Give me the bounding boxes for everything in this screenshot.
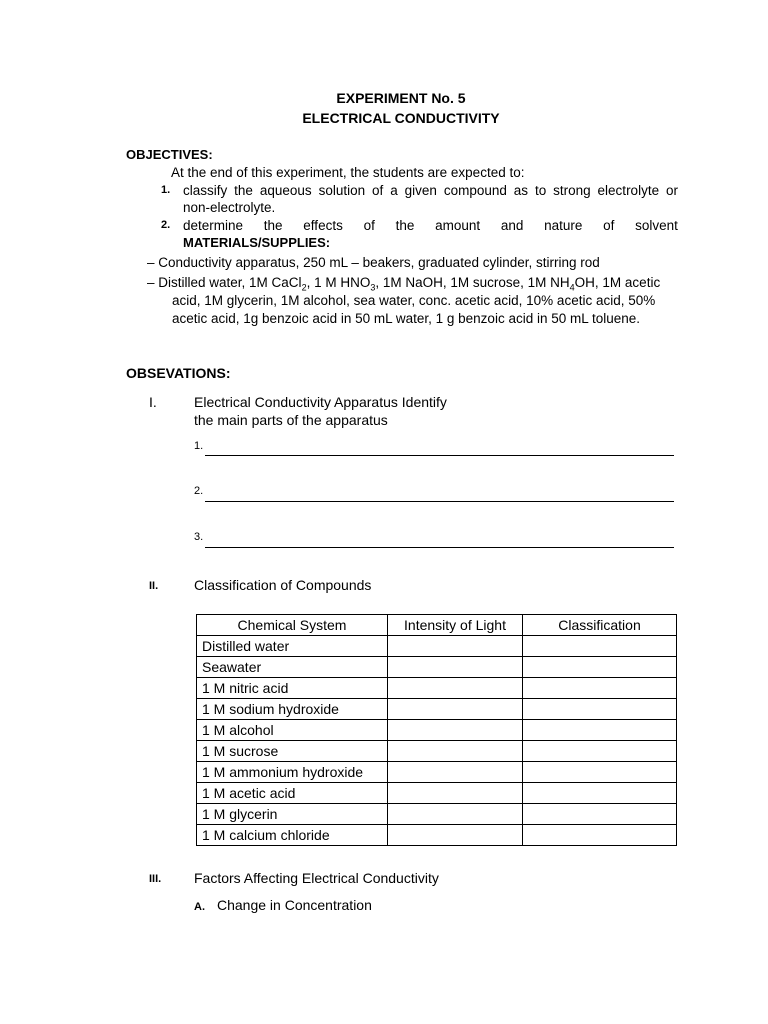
column-header-chemical-system: Chemical System <box>197 615 388 636</box>
subsection-heading: Change in Concentration <box>217 897 372 913</box>
table-row <box>197 720 677 741</box>
table-row <box>197 804 677 825</box>
part-1-heading: Electrical Conductivity Apparatus Identify <box>194 394 447 410</box>
subscript: 4 <box>569 282 575 293</box>
table-row <box>197 783 677 804</box>
classification-cell[interactable] <box>523 678 677 699</box>
chemical-system-cell: 1 M sodium hydroxide <box>197 699 388 720</box>
answer-line-2[interactable] <box>205 501 674 502</box>
intensity-of-light-cell[interactable] <box>388 678 523 699</box>
chemical-system-cell: 1 M nitric acid <box>197 678 388 699</box>
blank-number-3: 3. <box>194 531 204 543</box>
objective-word: the <box>234 183 253 198</box>
subscript: 2 <box>301 282 307 293</box>
objectives-heading: OBJECTIVES: <box>126 147 213 162</box>
chemical-system-cell: 1 M calcium chloride <box>197 825 388 846</box>
objective-word: amount <box>435 218 481 233</box>
table-row <box>197 699 677 720</box>
classification-table <box>196 614 677 846</box>
objective-word: a <box>390 183 398 198</box>
objective-word: nature <box>544 218 583 233</box>
chemical-system-cell: 1 M acetic acid <box>197 783 388 804</box>
answer-line-3[interactable] <box>205 547 674 548</box>
objective-number: 1. <box>161 184 171 196</box>
table-row <box>197 657 677 678</box>
objective-word: strong <box>553 183 591 198</box>
chemical-system-cell: 1 M glycerin <box>197 804 388 825</box>
table-row <box>197 825 677 846</box>
intensity-of-light-cell[interactable] <box>388 720 523 741</box>
objective-word: and <box>500 218 524 233</box>
chemical-system-cell: Distilled water <box>197 636 388 657</box>
chemical-system-cell: 1 M sucrose <box>197 741 388 762</box>
blank-number-1: 1. <box>194 440 204 452</box>
intensity-of-light-cell[interactable] <box>388 783 523 804</box>
reagents-text: – Distilled water, 1M CaCl <box>147 275 302 290</box>
objective-word: solution <box>318 183 366 198</box>
classification-cell[interactable] <box>523 804 677 825</box>
objective-word: the <box>395 218 415 233</box>
objective-word: compound <box>443 183 507 198</box>
chemical-system-cell: Seawater <box>197 657 388 678</box>
objective-number: 2. <box>161 219 171 231</box>
table-header-row <box>197 615 677 636</box>
part-3-numeral: III. <box>149 873 162 885</box>
objectives-intro: At the end of this experiment, the students are expected to: <box>171 165 525 180</box>
classification-cell[interactable] <box>523 825 677 846</box>
objective-item-1-continued: non-electrolyte. <box>183 200 276 215</box>
part-3-heading: Factors Affecting Electrical Conductivity <box>194 870 439 886</box>
objective-word: given <box>404 183 437 198</box>
chemical-system-cell: 1 M alcohol <box>197 720 388 741</box>
materials-item-reagents-line2: acid, 1M glycerin, 1M alcohol, sea water, conc. acetic acid, 10% acetic acid, 50% <box>172 293 656 308</box>
materials-item-reagents-line3: acetic acid, 1g benzoic acid in 50 mL water, 1 g benzoic acid in 50 mL toluene. <box>172 311 641 326</box>
objective-word: electrolyte <box>597 183 660 198</box>
objective-word: or <box>665 183 678 198</box>
intensity-of-light-cell[interactable] <box>388 657 523 678</box>
objective-item-2 <box>183 217 678 234</box>
reagents-text: , 1 M HNO <box>306 275 371 290</box>
intensity-of-light-cell[interactable] <box>388 825 523 846</box>
experiment-title: ELECTRICAL CONDUCTIVITY <box>302 110 500 126</box>
blank-number-2: 2. <box>194 485 204 497</box>
subscript: 3 <box>370 282 376 293</box>
materials-heading: MATERIALS/SUPPLIES: <box>183 235 331 250</box>
objective-word: of <box>363 218 375 233</box>
part-1-numeral: I. <box>149 394 157 410</box>
intensity-of-light-cell[interactable] <box>388 636 523 657</box>
objective-word: the <box>263 218 283 233</box>
observations-heading: OBSEVATIONS: <box>126 365 231 381</box>
classification-cell[interactable] <box>523 636 677 657</box>
table-row <box>197 762 677 783</box>
objective-word: of <box>372 183 384 198</box>
classification-cell[interactable] <box>523 699 677 720</box>
objective-word: solvent <box>635 218 678 233</box>
table-row <box>197 678 677 699</box>
objective-item-1 <box>183 182 678 199</box>
objective-word: aqueous <box>259 183 312 198</box>
objective-word: effects <box>303 218 343 233</box>
objective-word: of <box>603 218 615 233</box>
answer-line-1[interactable] <box>205 455 674 456</box>
column-header-intensity-of-light: Intensity of Light <box>388 615 523 636</box>
intensity-of-light-cell[interactable] <box>388 804 523 825</box>
classification-cell[interactable] <box>523 741 677 762</box>
objective-word: determine <box>183 218 244 233</box>
objective-word: as <box>513 183 529 198</box>
table-row <box>197 636 677 657</box>
objective-word: to <box>534 183 547 198</box>
part-2-numeral: II. <box>149 580 159 592</box>
classification-cell[interactable] <box>523 657 677 678</box>
chemical-system-cell: 1 M ammonium hydroxide <box>197 762 388 783</box>
classification-cell[interactable] <box>523 720 677 741</box>
intensity-of-light-cell[interactable] <box>388 762 523 783</box>
objective-word: classify <box>183 183 228 198</box>
subsection-letter: A. <box>194 901 205 913</box>
table-row <box>197 741 677 762</box>
part-1-heading-continued: the main parts of the apparatus <box>194 412 388 428</box>
intensity-of-light-cell[interactable] <box>388 741 523 762</box>
part-2-heading: Classification of Compounds <box>194 577 372 593</box>
reagents-text: , 1M NaOH, 1M sucrose, 1M NH <box>375 275 570 290</box>
reagents-text: OH, 1M acetic <box>574 275 661 290</box>
intensity-of-light-cell[interactable] <box>388 699 523 720</box>
classification-cell[interactable] <box>523 783 677 804</box>
column-header-classification: Classification <box>523 615 677 636</box>
materials-item-apparatus: – Conductivity apparatus, 250 mL – beakers, graduated cylinder, stirring rod <box>147 255 600 270</box>
experiment-number: EXPERIMENT No. 5 <box>336 90 466 106</box>
classification-cell[interactable] <box>523 762 677 783</box>
